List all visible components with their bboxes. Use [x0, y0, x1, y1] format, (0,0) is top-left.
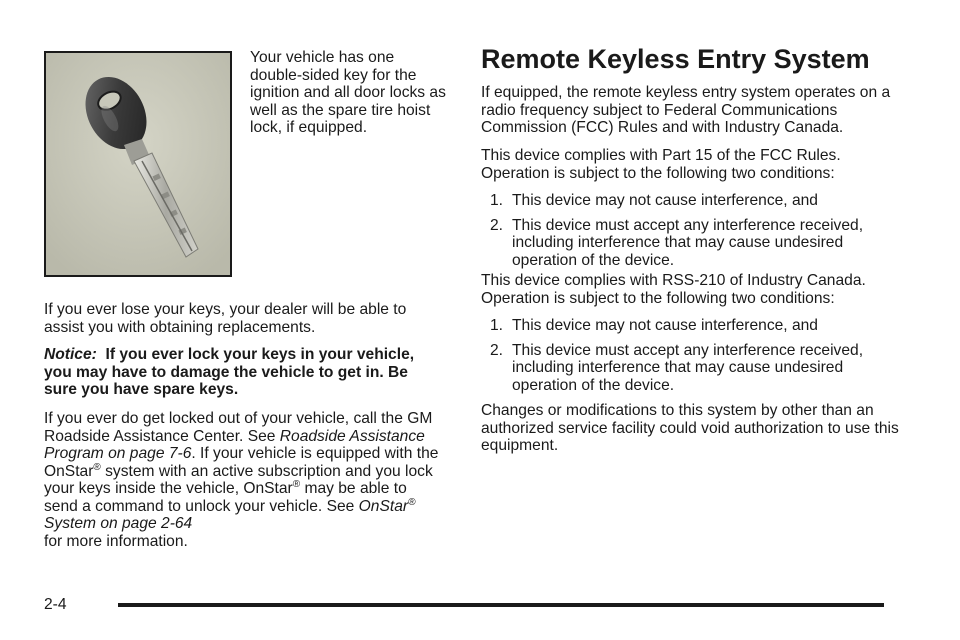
registered-mark: ® — [408, 496, 416, 508]
list-item — [481, 192, 901, 210]
registered-mark: ® — [93, 461, 101, 473]
list-item — [481, 342, 901, 395]
locked-text-1: If you ever do get locked out of your vehicle, call the GM Roadside Assistance Center. See — [44, 410, 433, 445]
registered-mark: ® — [292, 479, 301, 490]
list-number: 2. — [490, 216, 504, 234]
list-text: This device may not cause interference, and — [512, 317, 818, 334]
footer-divider — [118, 603, 884, 607]
list-text: This device may not cause interference, and — [512, 192, 818, 209]
page-number: 2-4 — [44, 596, 67, 613]
list-item — [481, 317, 901, 335]
locked-text-3: system with an active subscription and you lock your keys inside the vehicle, OnStar — [44, 462, 433, 497]
list-text: This device must accept any interference received, including interference that may cause undesired operation of the device. — [512, 341, 864, 394]
lost-keys-paragraph: If you ever lose your keys, your dealer will be able to assist you with obtaining replacements. — [44, 301, 407, 336]
onstar-link-part-2: System on page 2-64 — [44, 515, 193, 532]
rke-intro-paragraph: If equipped, the remote keyless entry system operates on a radio frequency subject to Federal Communications Commission (FCC) Rules and with Industry Canada. — [481, 84, 891, 136]
list-number: 2. — [490, 341, 504, 359]
locked-text-4: may be able to send a command to unlock your vehicle. See — [44, 480, 407, 515]
rss-paragraph: This device complies with RSS-210 of Industry Canada. Operation is subject to the following two conditions: — [481, 272, 866, 307]
notice-paragraph — [44, 346, 444, 399]
onstar-link-part-1: OnStar — [358, 497, 409, 515]
rss-conditions-list — [481, 317, 901, 401]
roadside-assistance-link[interactable]: Roadside Assistance Program on page 7-6 — [44, 427, 425, 462]
locked-text-5: for more information. — [44, 532, 188, 550]
fcc-paragraph: This device complies with Part 15 of the FCC Rules. Operation is subject to the following two conditions: — [481, 147, 841, 182]
locked-text-2: . If your vehicle is equipped with the OnStar — [44, 445, 439, 480]
fcc-conditions-list — [481, 192, 901, 276]
intro-paragraph: Your vehicle has one double-sided key for the ignition and all door locks as well as the spare tire hoist lock, if equipped. — [250, 49, 446, 136]
list-item — [481, 217, 901, 270]
modifications-paragraph: Changes or modifications to this system by other than an authorized service facility could void authorization to use this equipment. — [481, 402, 899, 454]
key-icon — [46, 53, 230, 275]
section-heading: Remote Keyless Entry System — [481, 44, 870, 74]
key-photo — [44, 51, 232, 277]
notice-label: Notice: — [44, 346, 97, 363]
list-number: 1. — [490, 192, 504, 209]
list-text: This device must accept any interference received, including interference that may cause undesired operation of the device. — [512, 216, 864, 269]
list-number: 1. — [490, 317, 504, 334]
notice-text: If you ever lock your keys in your vehicle, you may have to damage the vehicle to get in. Be sure you have spare keys. — [44, 346, 415, 398]
locked-out-paragraph — [44, 410, 444, 550]
